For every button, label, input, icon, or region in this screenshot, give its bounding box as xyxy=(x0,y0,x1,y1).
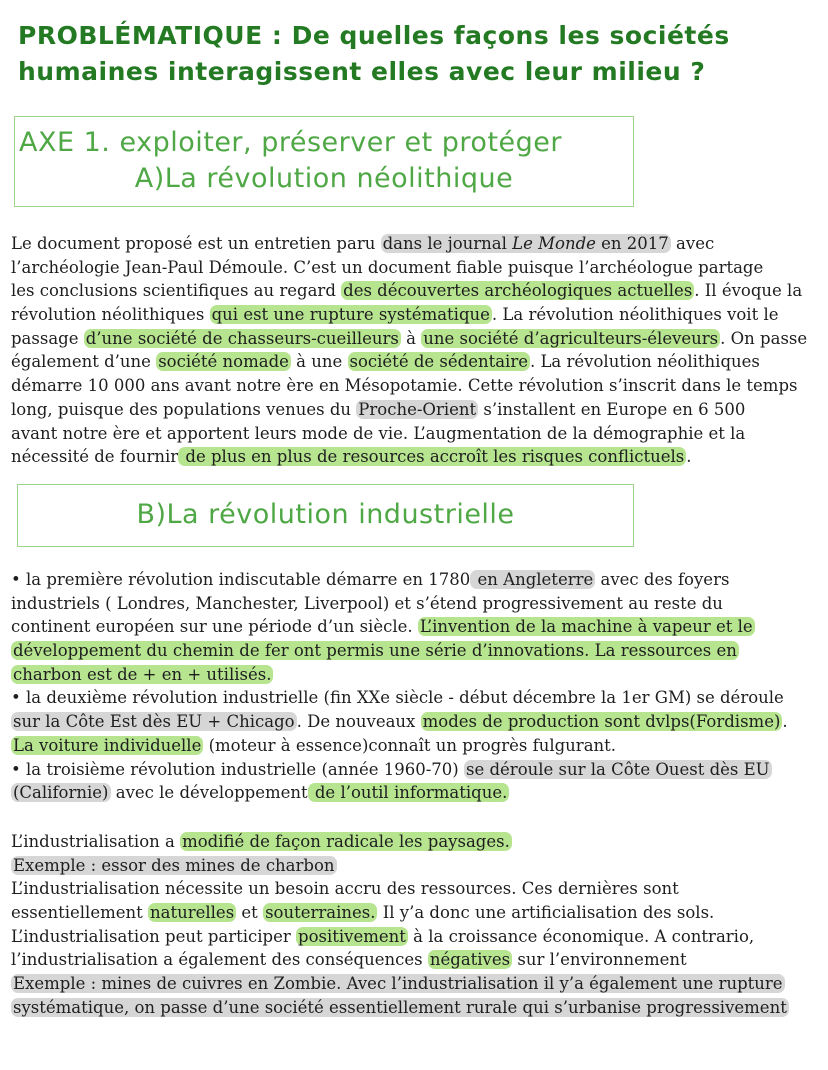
highlight-grey: dans le journal Le Monde en 2017 xyxy=(382,234,669,253)
highlight-green: naturelles xyxy=(150,903,235,923)
paragraph-industrial xyxy=(11,568,823,805)
paragraph-neolithic xyxy=(11,232,823,469)
text-line xyxy=(11,972,823,996)
text-line: l’industrialisation a également des conséquences négatives sur l’environnement xyxy=(11,950,687,970)
text-line: avant notre ère et apportent leurs mode de vie. L’augmentation de la démographie et la xyxy=(11,423,746,443)
paragraph-consequences xyxy=(11,830,823,1020)
text-line xyxy=(11,639,823,663)
text-line: Le document proposé est un entretien paru dans le journal Le Monde en 2017 avec xyxy=(11,234,715,253)
highlight-grey: (Californie) xyxy=(13,783,109,803)
highlight-green: société de sédentaire xyxy=(349,352,528,372)
text-line: démarre 10 000 ans avant notre ère en Mésopotamie. Cette révolution s’inscrit dans le temps xyxy=(11,376,798,396)
text-line xyxy=(11,996,823,1020)
text-line: continent européen sur une période d’un siècle. L’invention de la machine à vapeur et le xyxy=(11,617,753,637)
text-line: passage d’une société de chasseurs-cueilleurs à une société d’agriculteurs-éleveurs . On passe xyxy=(11,328,808,348)
text-line: L’industrialisation a modifié de façon radicale les paysages. xyxy=(11,832,510,851)
section-a-heading: A)La révolution néolithique xyxy=(134,163,514,194)
highlight-green: positivement xyxy=(298,926,406,946)
section-b-heading: B)La révolution industrielle xyxy=(136,499,515,530)
highlight-grey: Exemple : mines de cuivres en Zombie. Avec l’industrialisation il y’a également une rupture xyxy=(13,974,783,994)
text-line: • la troisième révolution industrielle (année 1960-70) se déroule sur la Côte Ouest dès EU xyxy=(11,759,770,779)
highlight-green: qui est une rupture systématique xyxy=(211,305,490,325)
text-line: long, puisque des populations venues du Proche-Orient s’installent en Europe en 6 500 xyxy=(11,399,746,419)
highlight-grey: sur la Côte Est dès EU + Chicago xyxy=(13,712,295,732)
highlight-green: société nomade xyxy=(158,352,289,372)
highlight-green: de l’outil informatique. xyxy=(309,783,508,803)
text-line: L’industrialisation peut participer positivement à la croissance économique. A contrario, xyxy=(11,926,755,946)
text-line: révolution néolithiques qui est une rupture systématique . La révolution néolithiques voit le xyxy=(11,305,779,325)
text-line: également d’une société nomade à une société de sédentaire . La révolution néolithiques xyxy=(11,352,760,372)
highlight-green: L’invention de la machine à vapeur et le xyxy=(419,617,753,637)
highlight-green: souterraines. xyxy=(265,903,376,923)
text-line xyxy=(11,663,823,687)
text-line: essentiellement naturelles et souterraines. Il y’a donc une artificialisation des sols. xyxy=(11,903,715,923)
highlight-green: développement du chemin de fer ont permis une série d’innovations. La ressources en xyxy=(13,641,737,661)
title-line-2: humaines interagissent elles avec leur milieu ? xyxy=(18,57,706,86)
text-line: La voiture individuelle (moteur à essence)connaît un progrès fulgurant. xyxy=(13,735,617,755)
highlight-green: charbon est de + en + utilisés. xyxy=(13,664,272,684)
text-line: l’archéologie Jean-Paul Démoule. C’est un document fiable puisque l’archéologue partage xyxy=(11,257,764,277)
highlight-green: d’une société de chasseurs-cueilleurs xyxy=(85,328,399,348)
text-line: L’industrialisation nécessite un besoin accru des ressources. Ces dernières sont xyxy=(11,879,679,899)
title-line-1: PROBLÉMATIQUE : De quelles façons les sociétés xyxy=(18,21,730,50)
highlight-grey: Exemple : essor des mines de charbon xyxy=(13,855,335,875)
text-line: (Californie) avec le développement de l’outil informatique. xyxy=(13,783,508,803)
highlight-grey: Proche-Orient xyxy=(358,399,477,419)
text-line: • la première révolution indiscutable démarre en 1780 en Angleterre avec des foyers xyxy=(11,570,730,589)
highlight-green: modes de production sont dvlps(Fordisme) xyxy=(422,712,781,732)
axe1-heading-box xyxy=(14,116,634,207)
highlight-green: La voiture individuelle xyxy=(13,735,202,755)
section-b-heading-box xyxy=(17,484,634,547)
problematique-title xyxy=(18,18,818,90)
text-line: sur la Côte Est dès EU + Chicago . De nouveaux modes de production sont dvlps(Fordisme) . xyxy=(13,712,788,732)
highlight-grey: en Angleterre xyxy=(472,570,594,589)
highlight-green: une société d’agriculteurs-éleveurs xyxy=(423,328,719,348)
highlight-grey: systématique, on passe d’une société essentiellement rurale qui s’urbanise progressivement xyxy=(13,997,787,1017)
highlight-green: des découvertes archéologiques actuelles xyxy=(343,281,693,301)
highlight-green: négatives xyxy=(429,950,511,970)
text-line: les conclusions scientifiques au regard des découvertes archéologiques actuelles . Il évoque la xyxy=(11,281,803,301)
highlight-green: modifié de façon radicale les paysages. xyxy=(182,832,510,851)
axe1-heading: AXE 1. exploiter, préserver et protéger xyxy=(19,127,562,158)
highlight-grey: se déroule sur la Côte Ouest dès EU xyxy=(466,759,770,779)
text-line: • la deuxième révolution industrielle (fin XXe siècle - début décembre la 1er GM) se déroule xyxy=(11,688,784,708)
highlight-green: de plus en plus de resources accroît les risques conflictuels xyxy=(180,447,685,467)
text-line: nécessité de fournir de plus en plus de resources accroît les risques conflictuels . xyxy=(11,447,692,467)
text-line: industriels ( Londres, Manchester, Liverpool) et s’étend progressivement au reste du xyxy=(11,593,723,613)
text-line xyxy=(11,854,823,878)
